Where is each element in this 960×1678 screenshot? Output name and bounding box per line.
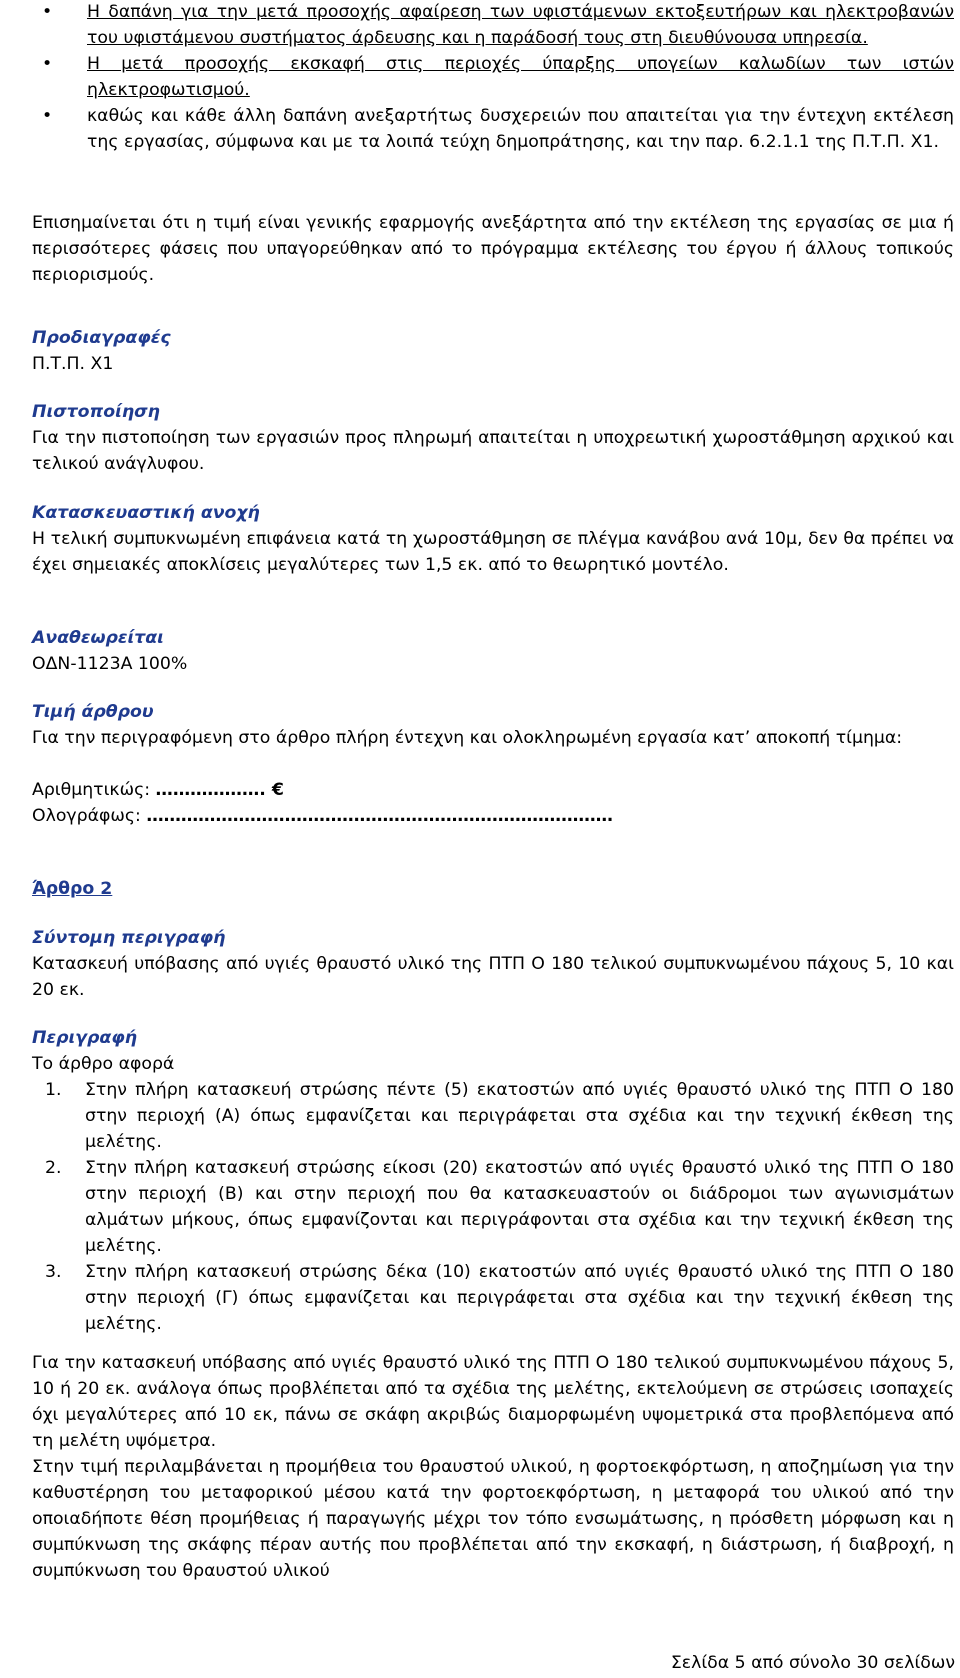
article-title: Άρθρο 2 bbox=[32, 879, 113, 899]
price-heading: Τιμή άρθρου bbox=[32, 702, 154, 722]
numeric-label: Αριθμητικώς: bbox=[32, 780, 151, 800]
page-footer: Σελίδα 5 από σύνολο 30 σελίδων bbox=[670, 1653, 955, 1673]
specs-text: Π.Τ.Π. Χ1 bbox=[32, 354, 114, 374]
bullet-list bbox=[32, 0, 954, 155]
bullet-text: καθώς και κάθε άλλη δαπάνη ανεξαρτήτως δυσχερειών που απαιτείται για την έντεχνη εκτέλεση της εργασίας, σύμφωνα και με τα λοιπά τεύχη δημοπράτησης, και την παρ. 6.2.1.1 της Π.Τ.Π. Χ1. bbox=[87, 106, 954, 152]
list-item bbox=[32, 0, 954, 51]
list-item: 2. Στην πλήρη κατασκευή στρώσης είκοσι (20) εκατοστών από υγιές θραυστό υλικό της ΠΤΠ Ο 180 στην περιοχή (Β) και στην περιοχή που θα κατασκευαστούν οι διάδρομοι των αγωνισμάτων αλμάτων μήκους, όπως εμφανίζονται και περιγράφονται στα σχέδια και την τεχνική έκθεση της μελέτης. bbox=[45, 1158, 954, 1256]
list-item bbox=[32, 103, 954, 155]
price-text: Για την περιγραφόμενη στο άρθρο πλήρη έντεχνη και ολοκληρωμένη εργασία κατ’ αποκοπή τίμημα: bbox=[32, 728, 903, 748]
body-paragraph: Για την κατασκευή υπόβασης από υγιές θραυστό υλικό της ΠΤΠ Ο 180 τελικού συμπυκνωμένου πάχους 5, 10 ή 20 εκ. ανάλογα όπως προβλέπεται από τα σχέδια της μελέτης, εκτελούμενη σε στρώσεις ισοπαχείς όχι μεγαλύτερες από 10 εκ, πάνω σε σκάφη ακριβώς διαμορφωμένη υψομετρικά στα προβλεπόμενα από τη μελέτη υψόμετρα. bbox=[32, 1353, 954, 1451]
words-value: ……………………………………………………………………… bbox=[146, 806, 613, 826]
numeric-value: ………………. € bbox=[155, 780, 284, 800]
price-words bbox=[32, 803, 954, 829]
numbered-list bbox=[32, 1077, 954, 1337]
specs-heading: Προδιαγραφές bbox=[32, 328, 171, 348]
description-intro: Το άρθρο αφορά bbox=[32, 1054, 175, 1074]
short-description-heading: Σύντομη περιγραφή bbox=[32, 928, 226, 948]
bullet-text: Η μετά προσοχής εκσκαφή στις περιοχές ύπαρξης υπογείων καλωδίων των ιστών ηλεκτροφωτισμού. bbox=[87, 54, 954, 100]
short-description-text: Κατασκευή υπόβασης από υγιές θραυστό υλικό της ΠΤΠ Ο 180 τελικού συμπυκνωμένου πάχους 5, 10 και 20 εκ. bbox=[32, 954, 954, 1000]
bullet-text: Η δαπάνη για την μετά προσοχής αφαίρεση των υφιστάμενων εκτοξευτήρων και ηλεκτροβανών του υφιστάμενου συστήματος άρδευσης και η παράδοσή τους στη διευθύνουσα υπηρεσία. bbox=[87, 2, 954, 48]
tolerance-heading: Κατασκευαστική ανοχή bbox=[32, 503, 260, 523]
note-paragraph: Επισημαίνεται ότι η τιμή είναι γενικής εφαρμογής ανεξάρτητα από την εκτέλεση της εργασίας σε μια ή περισσότερες φάσεις που υπαγορεύθηκαν από το πρόγραμμα εκτέλεσης του έργου ή άλλους τοπικούς περιορισμούς. bbox=[32, 213, 954, 285]
list-item: 1. Στην πλήρη κατασκευή στρώσης πέντε (5) εκατοστών από υγιές θραυστό υλικό της ΠΤΠ Ο 180 στην περιοχή (Α) όπως εμφανίζεται και περιγράφεται στα σχέδια και την τεχνική έκθεση της μελέτης. bbox=[45, 1080, 954, 1152]
list-item bbox=[32, 51, 954, 103]
revision-heading: Αναθεωρείται bbox=[32, 628, 164, 648]
certification-heading: Πιστοποίηση bbox=[32, 402, 160, 422]
price-numeric bbox=[32, 777, 954, 803]
list-item: 3. Στην πλήρη κατασκευή στρώσης δέκα (10) εκατοστών από υγιές θραυστό υλικό της ΠΤΠ Ο 180 στην περιοχή (Γ) όπως εμφανίζεται και περιγράφεται στα σχέδια και την τεχνική έκθεση της μελέτης. bbox=[45, 1262, 954, 1334]
certification-text: Για την πιστοποίηση των εργασιών προς πληρωμή απαιτείται η υποχρεωτική χωροστάθμηση αρχικού και τελικού ανάγλυφου. bbox=[32, 428, 954, 474]
revision-text: ΟΔΝ-1123Α 100% bbox=[32, 654, 188, 674]
body-paragraph: Στην τιμή περιλαμβάνεται η προμήθεια του θραυστού υλικού, η φορτοεκφόρτωση, η αποζημίωση για την καθυστέρηση του μεταφορικού μέσου κατά την φορτοεκφόρτωση, η μεταφορά του υλικού από την οποιαδήποτε θέση προμήθειας ή παραγωγής μέχρι τον τόπο ενσωμάτωσης, η πρόσθετη μόρφωση και η συμπύκνωση της σκάφης πέραν αυτής που προβλέπεται από την εκσκαφή, η διάστρωση, ή διαβροχή, η συμπύκνωση του θραυστού υλικού bbox=[32, 1457, 954, 1581]
description-heading: Περιγραφή bbox=[32, 1028, 138, 1048]
words-label: Ολογράφως: bbox=[32, 806, 141, 826]
tolerance-text: Η τελική συμπυκνωμένη επιφάνεια κατά τη χωροστάθμηση σε πλέγμα κανάβου ανά 10μ, δεν θα πρέπει να έχει σημειακές αποκλίσεις μεγαλύτερες των 1,5 εκ. από το θεωρητικό μοντέλο. bbox=[32, 529, 954, 575]
